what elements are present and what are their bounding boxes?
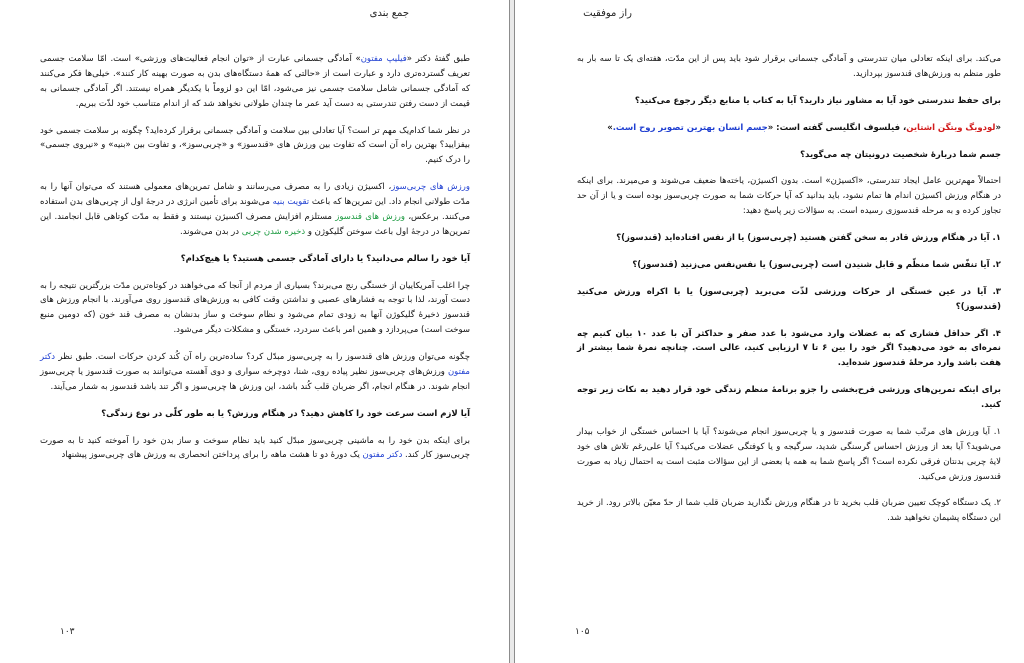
question-heading: آیا خود را سالم می‌دانید؟ یا دارای آمادگی جسمی هستید؟ یا هیچ‌کدام؟ [180, 253, 470, 264]
text-span: » آمادگی جسمانی عبارت از «توان انجام فعالیت‌های ورزشی» است. امّا سلامت جسمی تعریف گسترده‌تری دارد و عبارت است از «حالتی که همهٔ دستگاه‌های بدن به صورت بهینه کار کنند». خیلی‌ها فکر می‌کنند که آمادگی جسمانی شامل سلامت جسمی نیز می‌شود، امّا این دو لزوماً با یکدیگر همراه نیستند. اگر آمادگی جسمانی به قیمت از دست رفتن تندرستی به دست آید عمر ما چندان طولانی نخواهد شد که از اندام متناسب خود لذّت ببریم. [40, 54, 470, 109]
paragraph: می‌کند. برای اینکه تعادلی میان تندرستی و آمادگی جسمانی برقرار شود باید پس از این مدّت، هفته‌ای یک تا سه بار به طور منظم به ورزش‌های قندسوز بپردازید. [577, 54, 1001, 79]
left-page-header: جمع بندی [369, 8, 409, 19]
text-span: ورزش‌های چربی‌سوز نظیر پیاده روی، شنا، دوچرخه سواری و دوی آهسته می‌توانند به صورت قندسوز یا چربی‌سوز انجام شوند. در هنگام انجام، اگر ضربان قلب کُند باشد، این ورزش ها چربی‌سوز و اگر تند باشد قندسوز به شمار می‌آیند. [40, 366, 470, 392]
highlighted-name: دکتر مفتون [362, 450, 403, 461]
right-page [514, 0, 1024, 663]
list-item: ۲. یک دستگاه کوچک تعیین ضربان قلب بخرید تا در هنگام ورزش نگذارید ضربان قلب شما از حدّ معیّن بالاتر رود. از خرید این دستگاه پشیمان نخواهید شد. [577, 498, 1001, 524]
highlighted-name: دکتر مفتون [40, 352, 470, 377]
highlighted-quote: جسم انسان بهترین تصویر روح است. [612, 122, 768, 133]
text-span: برای اینکه بدن خود را به ماشینی چربی‌سوز مبدّل کنید باید نظام سوخت و ساز بدن خود را آموخته کنید تا به صورت چربی‌سوز کار کند. [40, 435, 470, 461]
list-item: ۲. آیا تنفّس شما منظّم و قابل شنیدن است (چربی‌سوز) یا نفس‌نفس می‌زنید (قندسوز)؟ [632, 259, 1001, 270]
left-page-number: ۱۰۳ [60, 627, 75, 637]
paragraph [40, 52, 470, 112]
question-heading: جسم شما دربارهٔ شخصیت درونیتان چه می‌گوید؟ [800, 149, 1001, 160]
highlighted-term: تقویت بنیه [272, 197, 310, 207]
text-span: » [607, 122, 613, 133]
highlighted-term: ورزش های چربی‌سوز [391, 182, 470, 193]
right-page-content [577, 52, 1001, 538]
text-span: ، اکسیژن زیادی را به مصرف می‌رسانند و شامل تمرین‌های معمولی هستند که می‌توان آنها را به مدّت طولانی انجام داد. این تمرین‌ها که باعث [40, 182, 470, 207]
question-heading: برای اینکه تمرین‌های ورزشی فرح‌بخشی را جزو برنامهٔ منظم زندگی خود قرار دهید به نکات زیر توجه کنید. [577, 385, 1001, 410]
right-page-header: راز موفقیت [583, 8, 632, 19]
text-span: طبق گفتهٔ دکتر « [406, 54, 470, 64]
paragraph: احتمالاً مهم‌ترین عامل ایجاد تندرستی، «اکسیژن» است. بدون اکسیژن، یاخته‌ها ضعیف می‌شوند و می‌میرند. برای اینکه در هنگام ورزش اکسیژن اندام ها تمام نشود، باید بدانید که آیا حرکات شما به صورت چربی‌سوز بوده است و یا از آن حد تجاوز کرده و به مرحله قندسوزی رسیده است. به سؤالات زیر پاسخ دهید: [577, 176, 1001, 217]
list-item: ۴. اگر حداقل فشاری که به عضلات وارد می‌شود با عدد صفر و حداکثر آن با عدد ۱۰ بیان کنیم چه نمره‌ای به خود می‌دهید؟ اگر خود را بین ۶ تا ۷ ارزیابی کنید، عالی است. چنانچه نمرهٔ شما بیشتر از هفت باشد وارد مرحلهٔ قندسوز شده‌اید. [577, 328, 1001, 369]
list-item: ۳. آیا در عین خستگی از حرکات ورزشی لذّت می‌برید (چربی‌سوز) یا با اکراه ورزش می‌کنید (قندسوز)؟ [577, 286, 1001, 312]
text-span: می‌شوند برای تأمین انرژی در درجهٔ اول از چربی‌های بدن استفاده می‌کنند. برعکس، [40, 197, 470, 222]
question-heading: برای حفظ تندرستی خود آیا به مشاور نیاز دارید؟ آیا به کتاب یا منابع دیگر رجوع می‌کنید؟ [634, 95, 1001, 106]
text-span: چگونه می‌توان ورزش های قندسوز را به چربی‌سوز مبدّل کرد؟ ساده‌ترین راه آن کُند کردن حرکات است. طبق نظر [55, 352, 470, 362]
left-page [0, 0, 510, 663]
paragraph [40, 350, 470, 395]
paragraph [40, 434, 470, 464]
right-page-number: ۱۰۵ [575, 627, 590, 637]
highlighted-name: لودویگ ویتگن اشتاین [906, 122, 996, 133]
text-span: مستلزم افزایش مصرف اکسیژن نیستند و فقط به مدّت کوتاهی قابل انجامند. این تمرین‌ها در درجهٔ اول باعث سوختن گلیکوژن و [40, 211, 470, 237]
text-span: « [995, 122, 1001, 133]
highlighted-term: ورزش های قندسوز [335, 211, 406, 222]
paragraph [40, 180, 470, 240]
list-item: ۱. آیا در هنگام ورزش قادر به سخن گفتن هستید (چربی‌سوز) یا از نفس افتاده‌اید (قندسوز)؟ [616, 233, 1001, 243]
left-page-content [40, 52, 470, 475]
highlighted-term: ذخیره شدن چربی [241, 226, 306, 237]
paragraph: چرا اغلب آمریکاییان از خستگی رنج می‌برند؟ بسیاری از مردم از آنجا که می‌خواهند در کوتاه‌ترین مدّت بزرگترین نتیجه را به دست آورند، لذا با توجه به فشارهای عصبی و نداشتن وقت کافی به ورزش‌های قندسوز روی می‌آورند. با انجام ورزش های قندسوز ذخیرهٔ گلیکوژن آنها به زودی تمام می‌شود و نظام سوخت و ساز بدنشان به مصرف قند خون (که دومین منبع سوخت است) می‌پردازد و همین امر باعث سردرد، خستگی و مشکلات دیگر می‌شود. [40, 280, 470, 336]
list-item: ۱. آیا ورزش های مرتّب شما به صورت قندسوز و یا چربی‌سوز انجام می‌شوند؟ آیا با احساس خستگی از خواب بیدار می‌شوید؟ آیا بعد از ورزش احساس گرسنگی شدید، سرگیجه و یا کوفتگی عضلات می‌کنید؟ آیا علی‌رغم تلاش های خود لایهٔ چربی بدنتان فرقی نکرده است؟ اگر پاسخ شما به همه یا بعضی از این سؤالات مثبت است به احتمال زیاد به صورت قندسوز ورزش می‌کنید. [577, 426, 1001, 482]
text-span: یک دورهٔ دو تا هشت ماهه را برای پرداختن انحصاری به ورزش های چربی‌سوز پیشنهاد [61, 450, 363, 461]
text-span: در بدن می‌شوند. [180, 226, 242, 237]
paragraph: در نظر شما کدام‌یک مهم تر است؟ آیا تعادلی بین سلامت و آمادگی جسمانی برقرار کرده‌اید؟ چگونه بر سلامت جسمی خود بیفزایید؟ بهترین راه آن است که تفاوت بین ورزش های «قندسوز» و «چربی‌سوز»، و تفاوت بین «بنیه» و «نیروی جسمی» را درک کنیم. [40, 125, 470, 166]
quote-line [577, 121, 1001, 136]
highlighted-name: فیلیپ مفتون [360, 54, 407, 64]
question-heading: آیا لازم است سرعت خود را کاهش دهید؟ در هنگام ورزش؟ یا به طور کلّی در نوع زندگی؟ [101, 408, 470, 419]
text-span: ، فیلسوف انگلیسی گفته است: « [767, 122, 907, 133]
